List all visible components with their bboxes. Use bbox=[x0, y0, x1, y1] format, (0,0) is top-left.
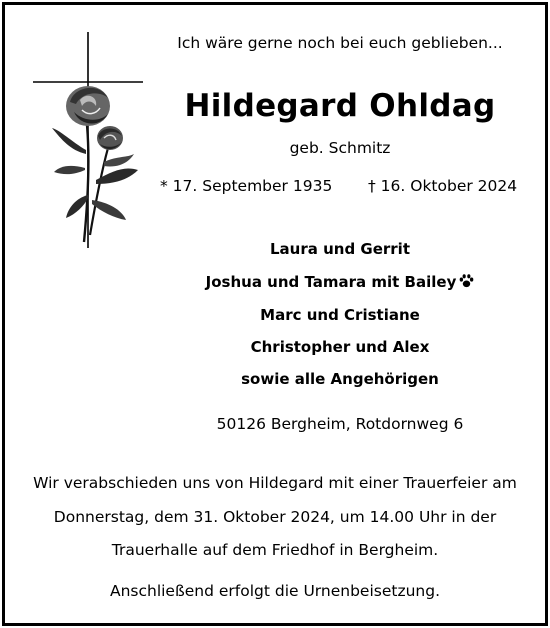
cross-with-roses-icon bbox=[30, 30, 150, 252]
death-date: † 16. Oktober 2024 bbox=[368, 177, 518, 195]
motto: Ich wäre gerne noch bei euch geblieben... bbox=[177, 34, 503, 52]
family-line bbox=[150, 273, 530, 291]
service-line: Trauerhalle auf dem Friedhof in Bergheim. bbox=[111, 541, 439, 559]
closing-line: Anschließend erfolgt die Urnenbeisetzung. bbox=[109, 582, 441, 600]
service-line: Wir verabschieden uns von Hildegard mit einer Trauerfeier am bbox=[33, 474, 517, 492]
paw-icon bbox=[459, 274, 474, 288]
address: 50126 Bergheim, Rotdornweg 6 bbox=[216, 415, 464, 433]
service-line: Donnerstag, dem 31. Oktober 2024, um 14.00 Uhr in der bbox=[53, 508, 497, 526]
family-line: Christopher und Alex bbox=[250, 338, 430, 356]
family-line: Marc und Cristiane bbox=[260, 306, 420, 324]
family-line-text: Joshua und Tamara mit Bailey bbox=[205, 273, 457, 291]
birth-date: * 17. September 1935 bbox=[160, 177, 333, 195]
deceased-name: Hildegard Ohldag bbox=[184, 88, 496, 124]
family-line: Laura und Gerrit bbox=[269, 240, 410, 258]
family-line: sowie alle Angehörigen bbox=[241, 370, 439, 388]
maiden-name: geb. Schmitz bbox=[289, 139, 391, 157]
